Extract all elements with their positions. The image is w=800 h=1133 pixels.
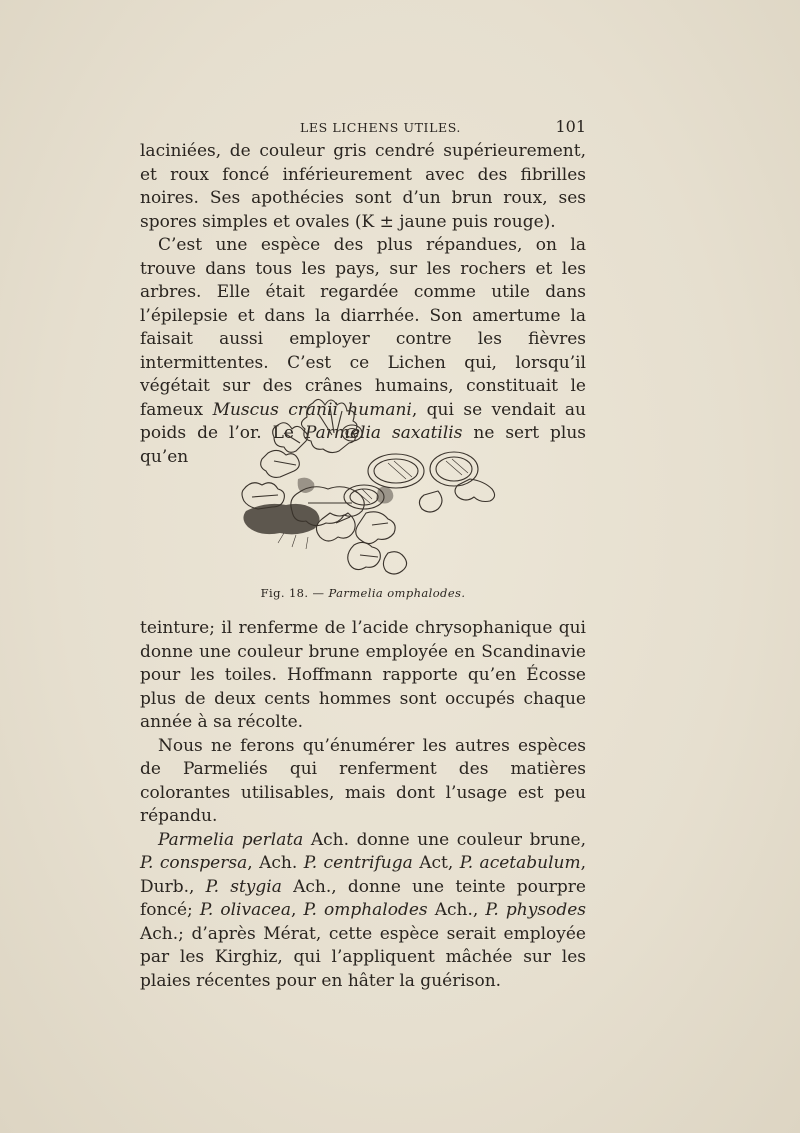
italic-run: P. olivacea bbox=[199, 900, 291, 920]
text-run: Ach. donne une couleur brune, bbox=[303, 829, 586, 850]
figure-caption bbox=[140, 586, 586, 600]
text-run: Ach.; d’après Mérat, cette espèce serait employée par les Kirghiz, qui l’appliquent mâchée sur les plaies récentes pour en hâter la guérison. bbox=[140, 923, 586, 991]
figure-label: Fig. 18. — bbox=[260, 586, 325, 600]
italic-run: P. conspersa bbox=[140, 853, 248, 873]
page-number: 101 bbox=[555, 117, 586, 136]
text-run: , Ach. bbox=[247, 853, 304, 873]
page-header bbox=[140, 116, 586, 138]
lichen-illustration bbox=[238, 393, 500, 585]
italic-run: Muscus cranii humani bbox=[212, 399, 412, 420]
text-run: , bbox=[290, 900, 304, 920]
paragraph bbox=[140, 617, 586, 735]
text-run: Act, bbox=[412, 853, 460, 873]
text-run: Nous ne ferons qu’énumérer les autres espèces de Parmeliés qui renferment des matières colorantes utilisables, mais dont l’usage est peu répandu. bbox=[140, 735, 586, 826]
italic-run: P. acetabulum bbox=[459, 853, 581, 873]
italic-run: P. centrifuga bbox=[303, 853, 413, 873]
italic-run: P. physodes bbox=[485, 900, 586, 920]
text-run: laciniées, de couleur gris cendré supérieurement, et roux foncé inférieurement avec des fibrilles noires. Ses apothécies sont d’un brun roux, ses spores simples et ovales (K ± jaune puis rouge). bbox=[140, 141, 586, 232]
text-run: Ach., bbox=[427, 900, 486, 920]
text-run: teinture; il renferme de l’acide chrysophanique qui donne une couleur brune employée en Scandinavie pour les toiles. Hoffmann rapporte qu’en Écosse plus de deux cents hommes sont occupés chaque année à sa récolte. bbox=[140, 618, 586, 732]
text-run: C’est une espèce des plus répandues, on la trouve dans tous les pays, sur les rochers et les arbres. Elle était regardée comme utile dans l’épilepsie et dans la diarrhée. Son amertume la faisait aussi employer contre les fièvres intermittentes. C’est ce Lichen qui, lorsqu’il végétait sur des crânes humains, constituait le fameux bbox=[140, 235, 586, 420]
text-block-bottom bbox=[140, 617, 586, 993]
text-run: ne sert plus qu’en bbox=[140, 423, 586, 467]
paragraph bbox=[140, 140, 586, 234]
paragraph bbox=[140, 735, 586, 829]
text-run: , qui se vendait au poids de l’or. Le bbox=[140, 399, 586, 443]
text-run: , Durb., bbox=[140, 853, 586, 897]
italic-run: Parmelia saxatilis bbox=[304, 423, 463, 443]
text-run: Ach., donne une teinte pourpre foncé; bbox=[140, 876, 586, 920]
figure-species-name: Parmelia omphalodes. bbox=[328, 586, 466, 600]
paragraph bbox=[140, 829, 586, 994]
italic-run: Parmelia perlata bbox=[158, 829, 304, 850]
italic-run: P. omphalodes bbox=[303, 900, 428, 920]
italic-run: P. stygia bbox=[205, 876, 282, 897]
running-title: LES LICHENS UTILES. bbox=[300, 120, 461, 135]
